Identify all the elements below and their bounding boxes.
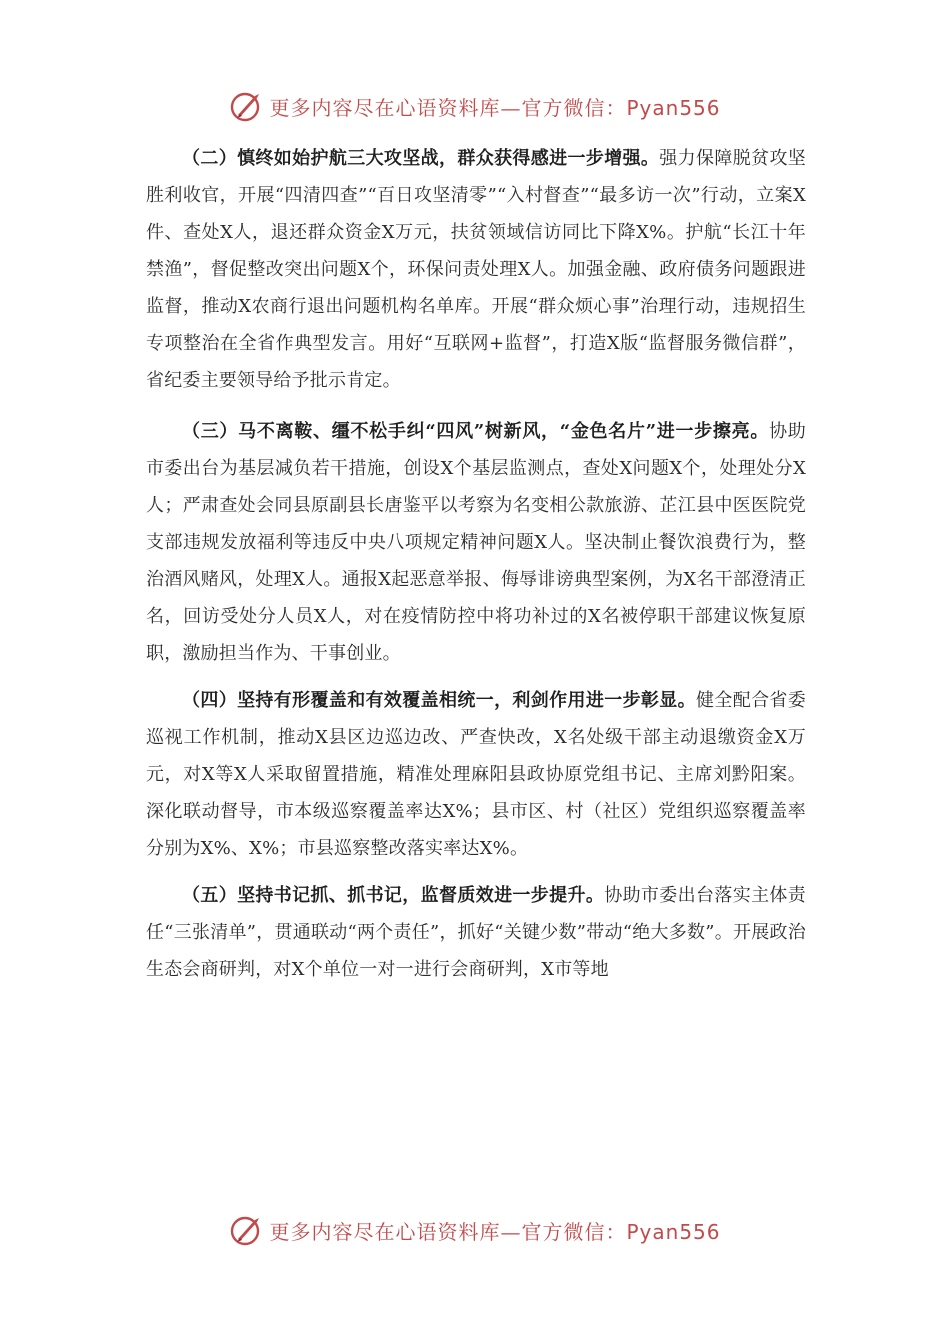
section-body: 协助市委出台为基层减负若干措施，创设X个基层监测点，查处X问题X个，处理处分X人；严肃查处会同县原副县长唐鉴平以考察为名变相公款旅游、芷江县中医医院党支部违规发放福利等违反中央八项规定精神问题X人。坚决制止餐饮浪费行为，整治酒风赌风，处理X人。通报X起恶意举报、侮辱诽谤典型案例，为X名干部澄清正名，回访受处分人员X人，对在疫情防控中将功补过的X名被停职干部建议恢复原职，激励担当作为、干事创业。	[146, 421, 806, 664]
section-heading: （四）坚持有形覆盖和有效覆盖相统一，利剑作用进一步彰显。	[182, 690, 696, 711]
banner-text: 更多内容尽在心语资料库—官方微信：Pyan556	[269, 95, 721, 120]
paragraph-section-2	[146, 140, 806, 399]
section-heading: （三）马不离鞍、缰不松手纠“四风”树新风，“金色名片”进一步擦亮。	[182, 421, 770, 442]
paragraph-section-3	[146, 413, 806, 672]
pen-quill-logo-icon	[229, 88, 265, 124]
section-heading: （二）慎终如始护航三大攻坚战，群众获得感进一步增强。	[182, 148, 660, 169]
section-body: 健全配合省委巡视工作机制，推动X县区边巡边改、严查快改，X名处级干部主动退缴资金X万元，对X等X人采取留置措施，精准处理麻阳县政协原党组书记、主席刘黔阳案。深化联动督导，市本级巡察覆盖率达X%；县市区、村（社区）党组织巡察覆盖率分别为X%、X%；市县巡察整改落实率达X%。	[146, 690, 806, 859]
footer-watermark-banner	[0, 1210, 950, 1250]
header-watermark-banner	[0, 86, 950, 126]
section-heading: （五）坚持书记抓、抓书记，监督质效进一步提升。	[182, 885, 605, 906]
document-body	[146, 140, 806, 988]
section-body: 协助市委出台落实主体责任“三张清单”，贯通联动“两个责任”，抓好“关键少数”带动“绝大多数”。开展政治生态会商研判，对X个单位一对一进行会商研判，X市等地	[146, 885, 806, 980]
section-body: 强力保障脱贫攻坚胜利收官，开展“四清四查”“百日攻坚清零”“入村督查”“最多访一次”行动，立案X件、查处X人，退还群众资金X万元，扶贫领域信访同比下降X%。护航“长江十年禁渔”，督促整改突出问题X个，环保问责处理X人。加强金融、政府债务问题跟进监督，推动X农商行退出问题机构名单库。开展“群众烦心事”治理行动，违规招生专项整治在全省作典型发言。用好“互联网+监督”，打造X版“监督服务微信群”，省纪委主要领导给予批示肯定。	[146, 148, 806, 391]
paragraph-section-4	[146, 682, 806, 867]
pen-quill-logo-icon	[229, 1212, 265, 1248]
banner-text: 更多内容尽在心语资料库—官方微信：Pyan556	[269, 1219, 721, 1244]
paragraph-section-5	[146, 877, 806, 988]
